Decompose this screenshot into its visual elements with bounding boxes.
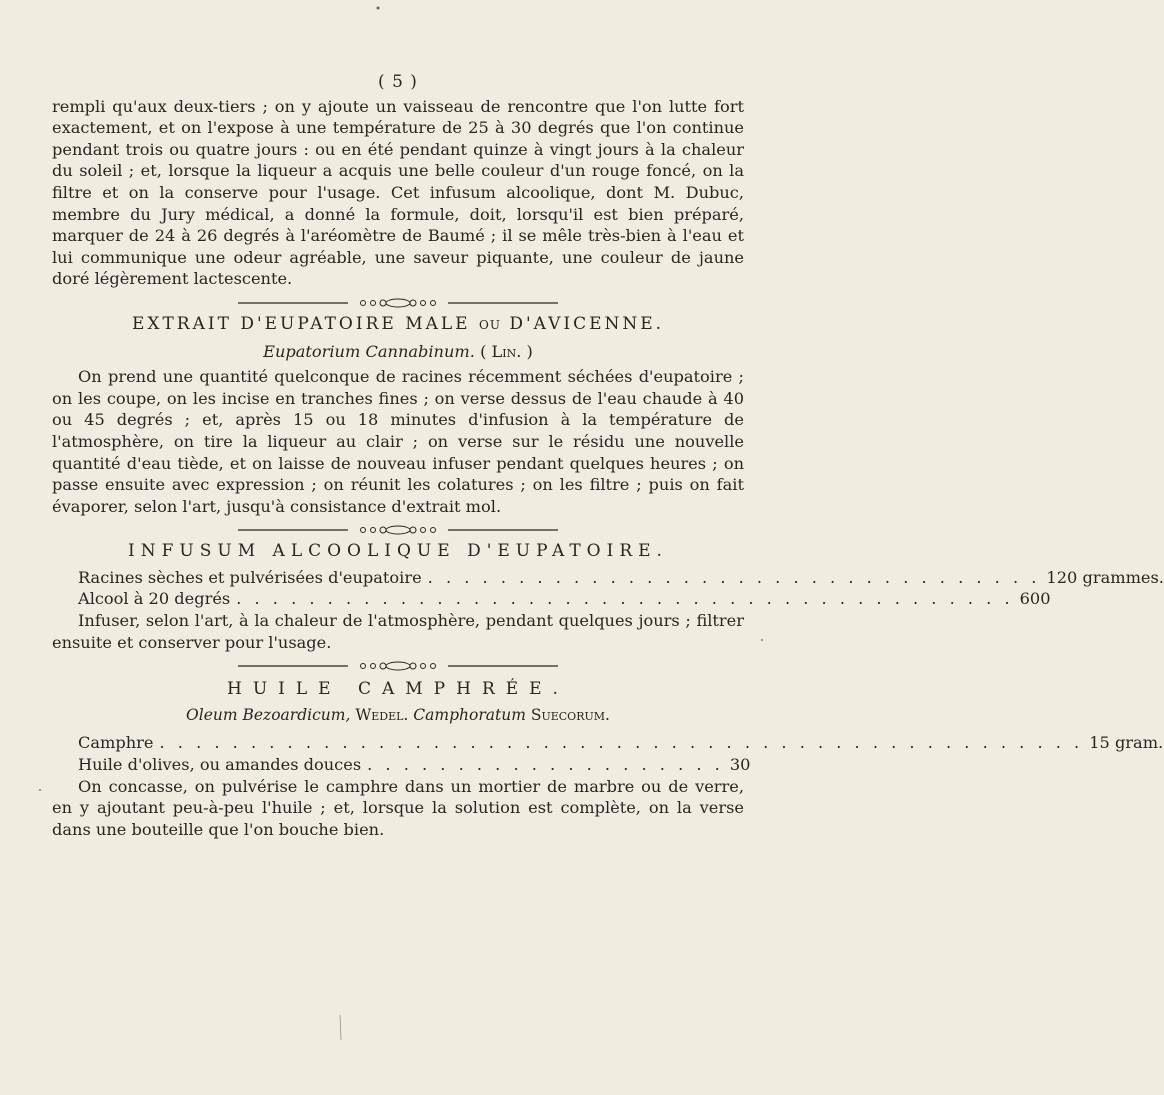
paragraph-extrait: On prend une quantité quelconque de racines récemment séchées d'eupatoire ; on les coupe, on les incise en tranches fines ; on verse dessus de l'eau chaude à 40 ou 45 degrés ; et, après 15 ou 18 minutes d'infusion à la température de l'atmosphère, on tire la liqueur au clair ; on verse sur le résidu une nouvelle quantité d'eau tiède, et on laisse de nouveau infuser pendant quelques heures ; on passe ensuite avec expression ; on réunit les colatures ; on les filtre ; puis on fait évaporer, selon l'art, jusqu'à consistance d'extrait mol. bbox=[52, 367, 744, 516]
ornament-divider-3 bbox=[238, 661, 558, 671]
title-part-1: EXTRAIT D'EUPATOIRE MALE bbox=[131, 313, 471, 334]
ingredient-name: Camphre bbox=[78, 733, 154, 753]
paragraph-continued: rempli qu'aux deux-tiers ; on y ajoute un vaisseau de rencontre que l'on lutte fort exactement, et on l'expose à une température de 25 à 30 degrés que l'on continue pendant trois ou quatre jours : ou en été pendant quinze à vingt jours à la chaleur du soleil ; et, lorsque la liqueur a acquis une belle couleur d'un rouge foncé, on la filtre et on la conserve pour l'usage. Cet infusum alcoolique, dont M. Dubuc, membre du Jury médical, a donné la formule, doit, lorsqu'il est bien préparé, marquer de 24 à 26 degrés à l'aréomètre de Baumé ; il se mêle très-bien à l'eau et lui communique une odeur agréable, une saveur piquante, une couleur de jaune doré légèrement lactescente. bbox=[52, 96, 744, 289]
paragraph-huile: On concasse, on pulvérise le camphre dans un mortier de marbre ou de verre, en y ajoutant peu-à-peu l'huile ; et, lorsque la solution est complète, on la verse dans une bouteille que l'on bouche bien. bbox=[52, 776, 744, 839]
leader-dots: . . . . . . . . . . . . . . . . . . . . . . . . . . . . . . . . . . bbox=[427, 567, 1041, 587]
leader-dots: . . . . . . . . . . . . . . . . . . . . . . . . . . . . . . . . . . . . . . . . . . . . . . . . . . . bbox=[159, 733, 1084, 753]
title-part-2: D'AVICENNE. bbox=[509, 313, 665, 334]
synonym-2: Camphoratum bbox=[413, 705, 526, 724]
ornament-divider-1 bbox=[238, 298, 558, 308]
synonym-1: Oleum Bezoardicum bbox=[186, 705, 346, 724]
synonym-1-author: Wedel. bbox=[355, 705, 409, 724]
ingredient-line bbox=[78, 567, 1164, 589]
synonym-line-extrait bbox=[52, 341, 744, 363]
title-ou: OU bbox=[478, 317, 501, 332]
synonym-line-huile: Oleum Bezoardicum, Wedel. Camphoratum Suecorum. bbox=[186, 705, 610, 724]
ingredient-name: Racines sèches et pulvérisées d'eupatoire bbox=[78, 567, 422, 587]
synonym-2-author: Suecorum. bbox=[530, 705, 610, 724]
paragraph-infusum: Infuser, selon l'art, à la chaleur de l'atmosphère, pendant quelques jours ; filtrer ensuite et conserver pour l'usage. bbox=[52, 611, 744, 652]
section-title-extrait bbox=[52, 314, 744, 337]
ingredient-quantity: 15 gram. bbox=[1089, 733, 1164, 753]
ingredient-name: Alcool à 20 degrés bbox=[78, 589, 231, 609]
page-number: ( 5 ) bbox=[378, 72, 418, 92]
ingredient-line bbox=[78, 732, 1164, 754]
ingredient-line bbox=[78, 588, 1051, 610]
section-title-infusum: INFUSUM ALCOOLIQUE D'EUPATOIRE. bbox=[128, 541, 668, 562]
synonym-author: ( Lin. ) bbox=[480, 341, 533, 361]
ornament-divider-2 bbox=[238, 525, 558, 535]
ingredient-quantity: 120 grammes. bbox=[1046, 567, 1164, 587]
ingredient-name: Huile d'olives, ou amandes douces bbox=[78, 755, 362, 775]
ingredient-quantity: 600 bbox=[1019, 589, 1051, 609]
ingredient-line bbox=[78, 754, 751, 776]
ingredient-quantity: 30 bbox=[729, 755, 751, 775]
section-title-huile: HUILE CAMPHRÉE. bbox=[227, 679, 569, 700]
synonym-name: Eupatorium Cannabinum. bbox=[263, 341, 475, 361]
document-page bbox=[52, 72, 1164, 840]
leader-dots: . . . . . . . . . . . . . . . . . . . . . . . . . . . . . . . . . . . . . . . . . . . bbox=[236, 589, 1014, 609]
leader-dots: . . . . . . . . . . . . . . . . . . . . bbox=[367, 755, 724, 775]
